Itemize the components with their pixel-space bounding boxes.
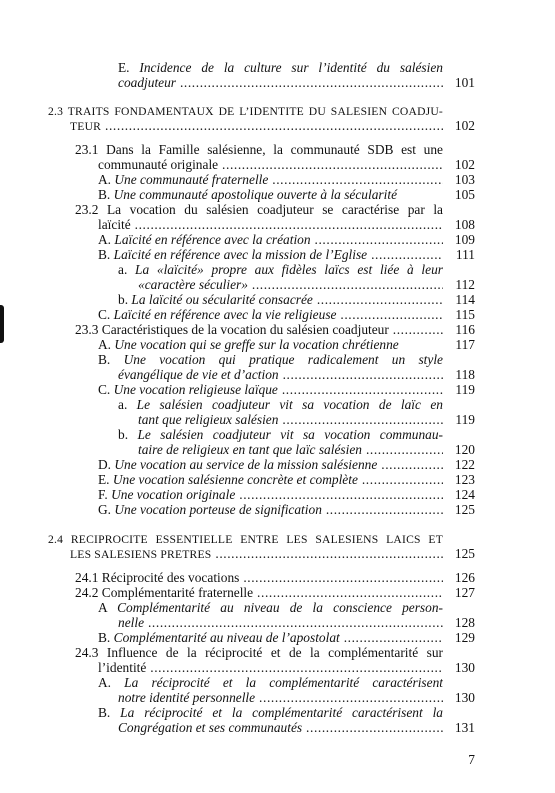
toc-line xyxy=(0,630,555,645)
toc-entry-text xyxy=(75,202,443,217)
toc-entry-title: communauté originale xyxy=(98,157,219,172)
toc-line xyxy=(0,570,555,585)
toc-page-ref: 115 xyxy=(455,307,475,322)
toc-page-ref: 123 xyxy=(454,472,475,487)
toc-line xyxy=(0,142,555,157)
toc-entry-marker: B. xyxy=(98,247,114,262)
toc-entry-title: «caractère séculier» xyxy=(138,277,248,292)
toc-line xyxy=(0,60,555,75)
toc-page-ref: 125 xyxy=(454,546,475,561)
toc-line xyxy=(0,585,555,600)
toc-line xyxy=(0,382,555,397)
toc-page-ref: 122 xyxy=(454,457,475,472)
toc-entry-title: 23.2 La vocation du salésien coadjuteur se caractérise par la xyxy=(75,202,443,217)
toc-line xyxy=(0,502,555,517)
toc-entry-text xyxy=(98,382,443,397)
page-number: 7 xyxy=(468,752,475,767)
toc-entry-text xyxy=(98,502,443,517)
toc-entry-title: Laïcité en référence avec la création xyxy=(114,232,311,247)
toc-page-ref: 129 xyxy=(454,630,475,645)
toc-entry-title: Une vocation qui se greffe sur la vocation chrétienne xyxy=(114,337,399,352)
toc-line xyxy=(0,202,555,217)
toc-entry-text xyxy=(98,247,443,262)
toc-entry-marker: B. xyxy=(98,352,124,367)
toc-entry-title: Une communauté fraternelle xyxy=(114,172,269,187)
toc-entry-marker: C. xyxy=(98,382,114,397)
toc-page-ref: 112 xyxy=(455,277,475,292)
toc-entry-title: l’identité xyxy=(98,660,147,675)
toc-line xyxy=(0,292,555,307)
toc-page-ref: 126 xyxy=(454,570,475,585)
toc-line xyxy=(0,322,555,337)
toc-entry-title: 24.1 Réciprocité des vocations xyxy=(75,570,240,585)
toc-line xyxy=(0,705,555,720)
toc-entry-text xyxy=(98,472,443,487)
toc-line xyxy=(0,675,555,690)
toc-page-ref: 124 xyxy=(454,487,475,502)
toc-line xyxy=(0,660,555,675)
toc-entry-title: coadjuteur xyxy=(118,75,177,90)
toc-entry-text xyxy=(75,322,443,337)
toc-line xyxy=(0,172,555,187)
toc-line xyxy=(0,367,555,382)
toc-line xyxy=(0,277,555,292)
toc-line xyxy=(0,262,555,277)
toc-entry-text xyxy=(70,118,443,133)
toc-entry-title: 2.3 TRAITS FONDAMENTAUX DE L’IDENTITE DU SALESIEN COADJU- xyxy=(48,105,443,118)
toc-entry-marker: A xyxy=(98,600,118,615)
toc-entry-text xyxy=(98,487,443,502)
toc-entry-title: La réciprocité et la complémentarité caractérisent xyxy=(124,675,443,690)
toc-line xyxy=(0,645,555,660)
toc-line xyxy=(0,412,555,427)
toc-entry-title: 24.2 Complémentarité fraternelle xyxy=(75,585,254,600)
toc-line xyxy=(0,103,555,118)
toc-entry-text xyxy=(98,630,443,645)
toc-entry-marker: E. xyxy=(118,60,140,75)
toc-page-ref: 116 xyxy=(455,322,475,337)
toc-entry-text xyxy=(98,660,443,675)
toc-entry-marker: B. xyxy=(98,705,121,720)
toc-page-ref: 128 xyxy=(454,615,475,630)
toc-entry-title: TEUR xyxy=(70,120,102,133)
toc-line xyxy=(0,720,555,735)
toc-page-ref: 114 xyxy=(455,292,475,307)
toc-entry-marker: b. xyxy=(118,292,132,307)
toc-page-ref: 127 xyxy=(454,585,475,600)
toc-page-ref: 119 xyxy=(455,382,475,397)
toc-entry-title: tant que religieux salésien xyxy=(138,412,279,427)
toc-entry-text xyxy=(118,397,443,412)
toc-entry-text xyxy=(98,232,443,247)
toc-entry-title: Une vocation au service de la mission salésienne xyxy=(114,457,378,472)
toc-line xyxy=(0,472,555,487)
toc-entry-text xyxy=(118,60,443,75)
toc-entry-title: laïcité xyxy=(98,217,131,232)
toc-entry-marker: C. xyxy=(98,307,114,322)
toc-entry-text xyxy=(98,172,443,187)
toc-entry-title: La réciprocité et la complémentarité caractérisent la xyxy=(120,705,443,720)
toc-entry-text xyxy=(75,142,443,157)
toc-page-ref: 103 xyxy=(454,172,475,187)
toc-entry-title: La «laïcité» propre aux fidèles laïcs est liée à leur xyxy=(135,262,443,277)
toc-page-ref: 111 xyxy=(455,247,475,262)
toc-entry-marker: A. xyxy=(98,232,115,247)
toc-entry-text xyxy=(118,367,443,382)
toc-entry-marker: a. xyxy=(118,397,137,412)
toc-entry-text xyxy=(138,412,443,427)
toc-entry-text xyxy=(98,187,435,202)
toc-page-ref: 102 xyxy=(454,157,475,172)
toc-entry-title: Une vocation salésienne concrète et complète xyxy=(112,472,358,487)
toc-line xyxy=(0,337,555,352)
toc-entry-title: Laïcité en référence avec la vie religieuse xyxy=(113,307,337,322)
toc-page-ref: 117 xyxy=(455,337,475,352)
toc-entry-marker: a. xyxy=(118,262,136,277)
toc-entry-marker: D. xyxy=(98,457,115,472)
toc-entry-title: 24.3 Influence de la réciprocité et de la complémentarité sur xyxy=(75,645,443,660)
toc-entry-text xyxy=(118,262,443,277)
toc-line xyxy=(0,247,555,262)
toc-entry-title: Laïcité en référence avec la mission de l’Eglise xyxy=(113,247,368,262)
toc-entry-marker: A. xyxy=(98,337,115,352)
toc-entry-text xyxy=(75,570,443,585)
toc-entry-title: 23.1 Dans la Famille salésienne, la communauté SDB est une xyxy=(75,142,443,157)
toc-entry-title: taire de religieux en tant que laïc salésien xyxy=(138,442,362,457)
toc-line xyxy=(0,217,555,232)
toc-entry-title: La laïcité ou sécularité consacrée xyxy=(131,292,313,307)
toc-entry-text xyxy=(70,546,443,561)
toc-entry-text xyxy=(75,585,443,600)
toc-page-ref: 101 xyxy=(454,75,475,90)
toc-line xyxy=(0,600,555,615)
toc-entry-title: Le salésien coadjuteur vit sa vocation de laïc en xyxy=(136,397,443,412)
toc-entry-marker: G. xyxy=(98,502,115,517)
toc-entry-marker: B. xyxy=(98,187,114,202)
toc-entry-marker: A. xyxy=(98,172,115,187)
toc-entry-title: évangélique de vie et d’action xyxy=(118,367,279,382)
toc-entry-title: Une vocation qui pratique radicalement un style xyxy=(123,352,443,367)
toc-line xyxy=(0,397,555,412)
toc-page-ref: 102 xyxy=(454,118,475,133)
toc-entry-text xyxy=(138,442,443,457)
toc-line xyxy=(0,187,555,202)
toc-page-ref: 105 xyxy=(454,187,475,202)
toc-entry-title: Une communauté apostolique ouverte à la sécularité xyxy=(113,187,398,202)
toc-entry-text xyxy=(138,277,443,292)
toc-entry-text xyxy=(48,531,443,546)
toc-entry-text xyxy=(118,75,443,90)
toc-entry-text xyxy=(118,690,443,705)
toc-page-ref: 120 xyxy=(454,442,475,457)
toc-line xyxy=(0,232,555,247)
toc-line xyxy=(0,352,555,367)
toc-entry-text xyxy=(98,705,443,720)
toc-entry-title: LES SALESIENS PRETRES xyxy=(70,548,212,561)
toc-entry-text xyxy=(98,337,435,352)
toc-entry-text xyxy=(118,427,443,442)
toc-entry-title: Le salésien coadjuteur vit sa vocation communau- xyxy=(137,427,443,442)
toc-line xyxy=(0,690,555,705)
toc-line xyxy=(0,546,555,561)
toc-line xyxy=(0,118,555,133)
toc-entry-text xyxy=(98,457,443,472)
toc-line xyxy=(0,75,555,90)
toc-entry-text xyxy=(48,103,443,118)
toc-entry-text xyxy=(98,600,443,615)
toc-entry-title: Complémentarité au niveau de la conscience person- xyxy=(117,600,443,615)
toc-entry-marker: A. xyxy=(98,675,125,690)
toc-entry-title: 2.4 RECIPROCITE ESSENTIELLE ENTRE LES SALESIENS LAICS ET xyxy=(48,533,443,546)
toc-entry-text xyxy=(118,615,443,630)
toc-entry-marker: b. xyxy=(118,427,138,442)
toc-entry-title: Complémentarité au niveau de l’apostolat xyxy=(113,630,340,645)
toc-line xyxy=(0,442,555,457)
toc-entry-text xyxy=(98,217,443,232)
toc-entry-text xyxy=(75,645,443,660)
toc-entry-title: Une vocation religieuse laïque xyxy=(113,382,278,397)
toc-line xyxy=(0,615,555,630)
toc-entry-marker: B. xyxy=(98,630,114,645)
toc-entry-text xyxy=(98,157,443,172)
toc-entry-title: Incidence de la culture sur l’identité du salésien xyxy=(139,60,443,75)
toc-entry-text xyxy=(98,675,443,690)
toc-line xyxy=(0,307,555,322)
toc-page-ref: 131 xyxy=(454,720,475,735)
toc-page-ref: 108 xyxy=(454,217,475,232)
toc-page-ref: 118 xyxy=(455,367,475,382)
toc-entry-text xyxy=(98,307,443,322)
toc-page-ref: 130 xyxy=(454,660,475,675)
toc-entry-title: Congrégation et ses communautés xyxy=(118,720,303,735)
toc-entry-title: Une vocation originale xyxy=(111,487,236,502)
toc-page-ref: 109 xyxy=(454,232,475,247)
toc-line xyxy=(0,531,555,546)
toc-line xyxy=(0,427,555,442)
toc-line xyxy=(0,157,555,172)
toc-entry-text xyxy=(118,292,443,307)
toc-line xyxy=(0,487,555,502)
toc-entry-text xyxy=(118,720,443,735)
toc-page-ref: 125 xyxy=(454,502,475,517)
toc-page-ref: 119 xyxy=(455,412,475,427)
toc-page-ref: 130 xyxy=(454,690,475,705)
toc-entry-marker: E. xyxy=(98,472,113,487)
toc-entry-marker: F. xyxy=(98,487,112,502)
toc-line xyxy=(0,457,555,472)
toc-entry-title: Une vocation porteuse de signification xyxy=(114,502,322,517)
toc-entry-title: 23.3 Caractéristiques de la vocation du salésien coadjuteur xyxy=(75,322,389,337)
toc-entry-text xyxy=(98,352,443,367)
toc-entry-title: nelle xyxy=(118,615,145,630)
toc-entry-title: notre identité personnelle xyxy=(118,690,256,705)
